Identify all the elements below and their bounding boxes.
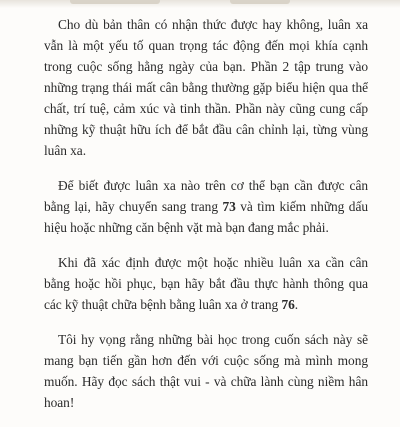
paragraph-chakra-check (44, 175, 368, 238)
top-band-shade (230, 0, 290, 4)
paragraph-healing-practice (44, 252, 368, 315)
paragraph-text: Cho dù bản thân có nhận thức được hay không, luân xa vẫn là một yếu tố quan trọng tác động đến mọi khía cạnh trong cuộc sống hằng ngày của bạn. Phần 2 tập trung vào những trạng thái mất cân bằng thường gặp biểu hiện qua thể chất, trí tuệ, cảm xúc và tinh thần. Phần này cũng cung cấp những kỹ thuật hữu ích để bắt đầu cân chỉnh lại, từng vùng luân xa. (44, 17, 368, 158)
top-page-band (0, 0, 400, 8)
book-page (44, 14, 368, 427)
top-band-shade (70, 0, 160, 4)
page-reference-76: 76 (281, 297, 295, 312)
paragraph-text: Tôi hy vọng rằng những bài học trong cuốn sách này sẽ mang bạn tiến gần hơn đến với cuộc sống mà mình mong muốn. Hãy đọc sách thật vui - và chữa lành cùng niềm hân hoan! (44, 332, 368, 410)
paragraph-text: . (294, 297, 299, 312)
paragraph-text: và tìm kiếm những dấu hiệu hoặc những căn bệnh vặt mà bạn đang mắc phải. (44, 199, 368, 235)
paragraph-text: Khi đã xác định được một hoặc nhiều luân xa cần cân bằng hoặc hồi phục, bạn hãy bắt đầu thực hành thông qua các kỹ thuật chữa bệnh bằng luân xa ở trang (44, 255, 368, 312)
paragraph-intro (44, 14, 368, 161)
page-reference-73: 73 (222, 199, 236, 214)
paragraph-text: Để biết được luân xa nào trên cơ thể bạn cần được cân bằng lại, hãy chuyển sang trang (44, 178, 368, 214)
paragraph-closing (44, 329, 368, 413)
